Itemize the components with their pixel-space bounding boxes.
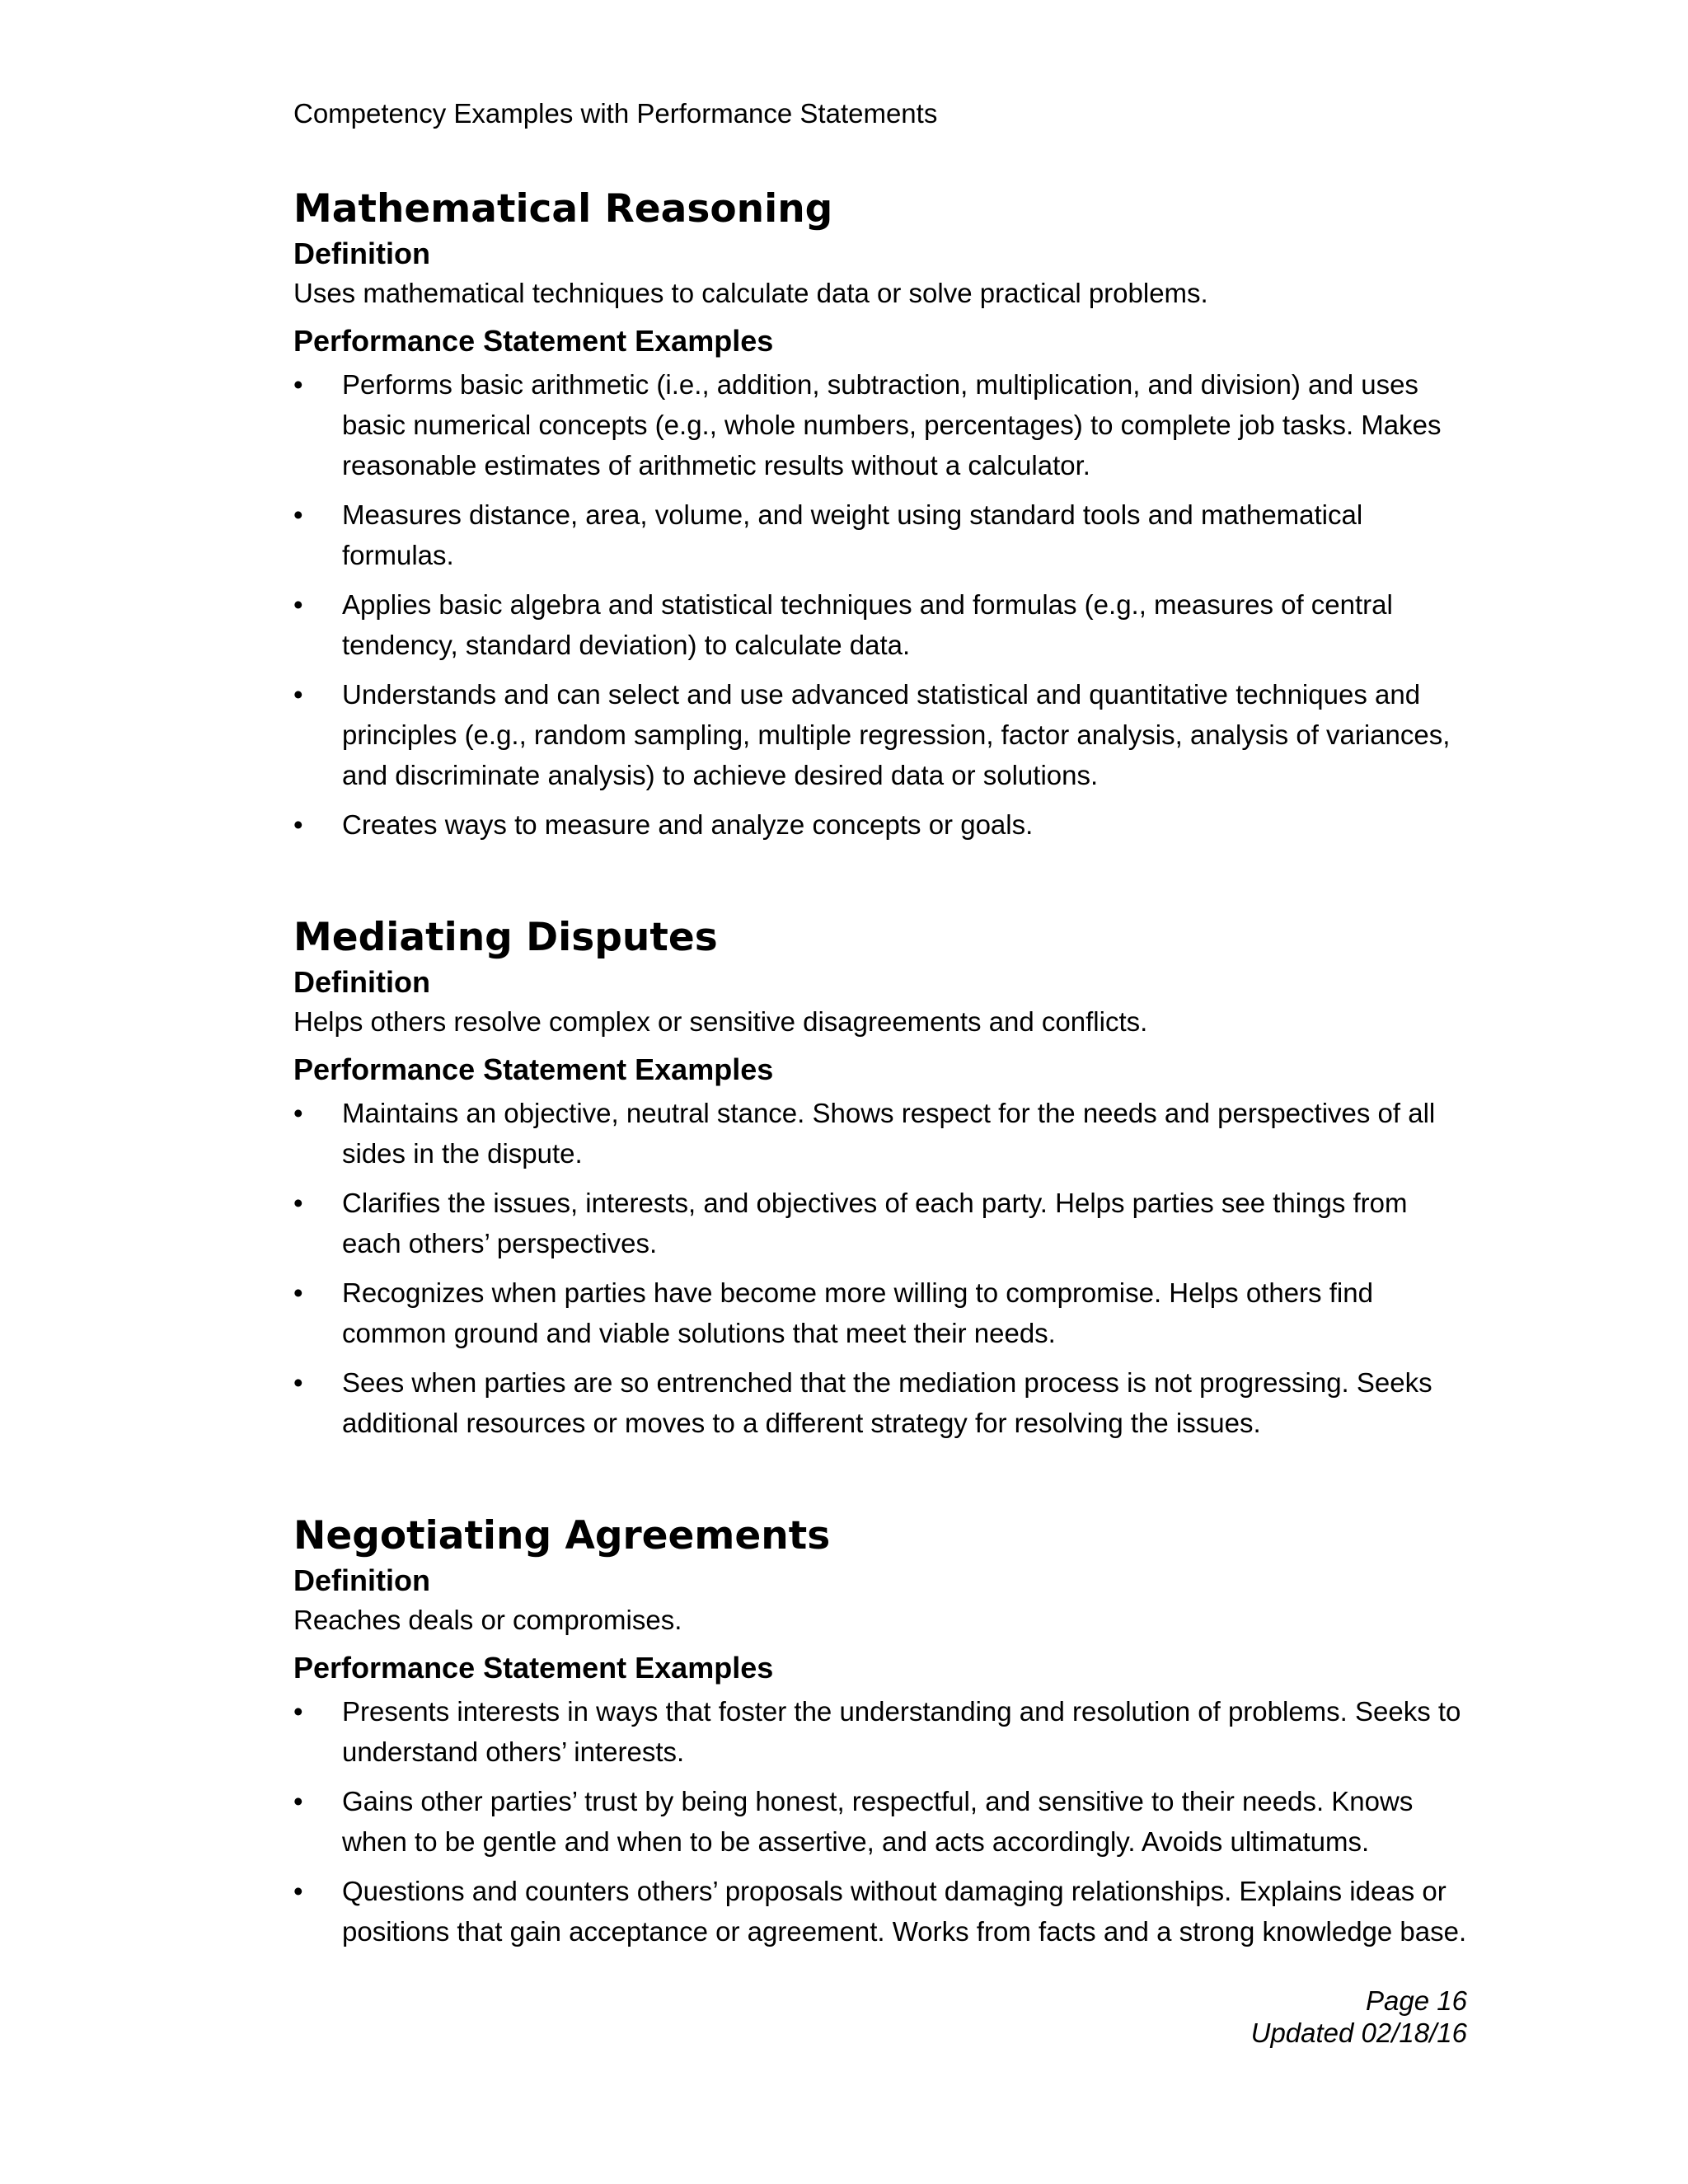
- statement-list: [293, 364, 1472, 845]
- competency-section-mathematical-reasoning: [293, 183, 1472, 854]
- definition-text: Reaches deals or compromises.: [293, 1605, 682, 1635]
- statement-text: Recognizes when parties have become more willing to compromise. Helps others find common ground and viable solutions that meet their needs.: [342, 1277, 1373, 1348]
- bullet-icon: •: [293, 369, 303, 400]
- statement-text: Performs basic arithmetic (i.e., addition, subtraction, multiplication, and division) and uses basic numerical concepts (e.g., whole numbers, percentages) to complete job tasks. Makes reasonable estimates of arithmetic results without a calculator.: [342, 369, 1442, 480]
- competency-section-mediating-disputes: [293, 912, 1472, 1452]
- statement-list: [293, 1691, 1472, 1952]
- statement-text: Presents interests in ways that foster the understanding and resolution of problems. Seeks to understand others’ interests.: [342, 1696, 1461, 1767]
- examples-heading: Performance Statement Examples: [293, 324, 774, 358]
- updated-date: Updated 02/18/16: [1250, 2018, 1467, 2048]
- statement-text: Gains other parties’ trust by being honest, respectful, and sensitive to their needs. Knows when to be gentle and when to be assertive, and acts accordingly. Avoids ultimatums.: [342, 1786, 1414, 1857]
- section-title: Negotiating Agreements: [293, 1513, 831, 1558]
- statement-item: [293, 804, 1472, 845]
- page-footer: [1251, 1985, 1467, 2049]
- definition-heading: Definition: [293, 965, 430, 999]
- statement-item: [293, 1691, 1472, 1772]
- statement-item: [293, 584, 1472, 665]
- statement-text: Measures distance, area, volume, and weight using standard tools and mathematical formulas.: [342, 499, 1363, 570]
- statement-text: Understands and can select and use advanced statistical and quantitative techniques and principles (e.g., random sampling, multiple regression, factor analysis, analysis of variances, and discriminate analysis) to achieve desired data or solutions.: [342, 679, 1451, 790]
- bullet-icon: •: [293, 499, 303, 530]
- statement-text: Sees when parties are so entrenched that the mediation process is not progressing. Seeks additional resources or moves to a different strategy for resolving the issues.: [342, 1367, 1432, 1438]
- statement-text: Questions and counters others’ proposals without damaging relationships. Explains ideas or positions that gain acceptance or agreement. Works from facts and a strong knowledge base.: [342, 1876, 1467, 1947]
- bullet-icon: •: [293, 1367, 303, 1398]
- statement-item: [293, 1272, 1472, 1353]
- section-title: Mediating Disputes: [293, 915, 718, 960]
- definition-heading: Definition: [293, 1563, 430, 1597]
- statement-item: [293, 1183, 1472, 1263]
- examples-heading: Performance Statement Examples: [293, 1052, 774, 1086]
- page-number: Page 16: [1366, 1985, 1467, 2016]
- bullet-icon: •: [293, 1098, 303, 1128]
- statement-item: [293, 1093, 1472, 1174]
- bullet-icon: •: [293, 1696, 303, 1727]
- statement-item: [293, 364, 1472, 485]
- bullet-icon: •: [293, 589, 303, 620]
- statement-item: [293, 494, 1472, 575]
- competency-section-negotiating-agreements: [293, 1510, 1472, 1961]
- definition-text: Helps others resolve complex or sensitive disagreements and conflicts.: [293, 1006, 1148, 1037]
- bullet-icon: •: [293, 1277, 303, 1308]
- statement-text: Applies basic algebra and statistical techniques and formulas (e.g., measures of central tendency, standard deviation) to calculate data.: [342, 589, 1393, 660]
- bullet-icon: •: [293, 1786, 303, 1816]
- definition-heading: Definition: [293, 237, 430, 270]
- section-title: Mathematical Reasoning: [293, 186, 833, 232]
- bullet-icon: •: [293, 1876, 303, 1906]
- statement-item: [293, 674, 1472, 795]
- statement-item: [293, 1362, 1472, 1443]
- bullet-icon: •: [293, 1188, 303, 1218]
- statement-item: [293, 1871, 1472, 1952]
- definition-text: Uses mathematical techniques to calculate data or solve practical problems.: [293, 278, 1208, 308]
- bullet-icon: •: [293, 679, 303, 710]
- statement-text: Maintains an objective, neutral stance. Shows respect for the needs and perspectives of all sides in the dispute.: [342, 1098, 1436, 1169]
- statement-text: Clarifies the issues, interests, and objectives of each party. Helps parties see things from each others’ perspectives.: [342, 1188, 1408, 1258]
- running-header: Competency Examples with Performance Statements: [293, 98, 938, 129]
- examples-heading: Performance Statement Examples: [293, 1651, 774, 1685]
- statement-list: [293, 1093, 1472, 1443]
- statement-text: Creates ways to measure and analyze concepts or goals.: [342, 809, 1034, 840]
- bullet-icon: •: [293, 809, 303, 840]
- statement-item: [293, 1781, 1472, 1862]
